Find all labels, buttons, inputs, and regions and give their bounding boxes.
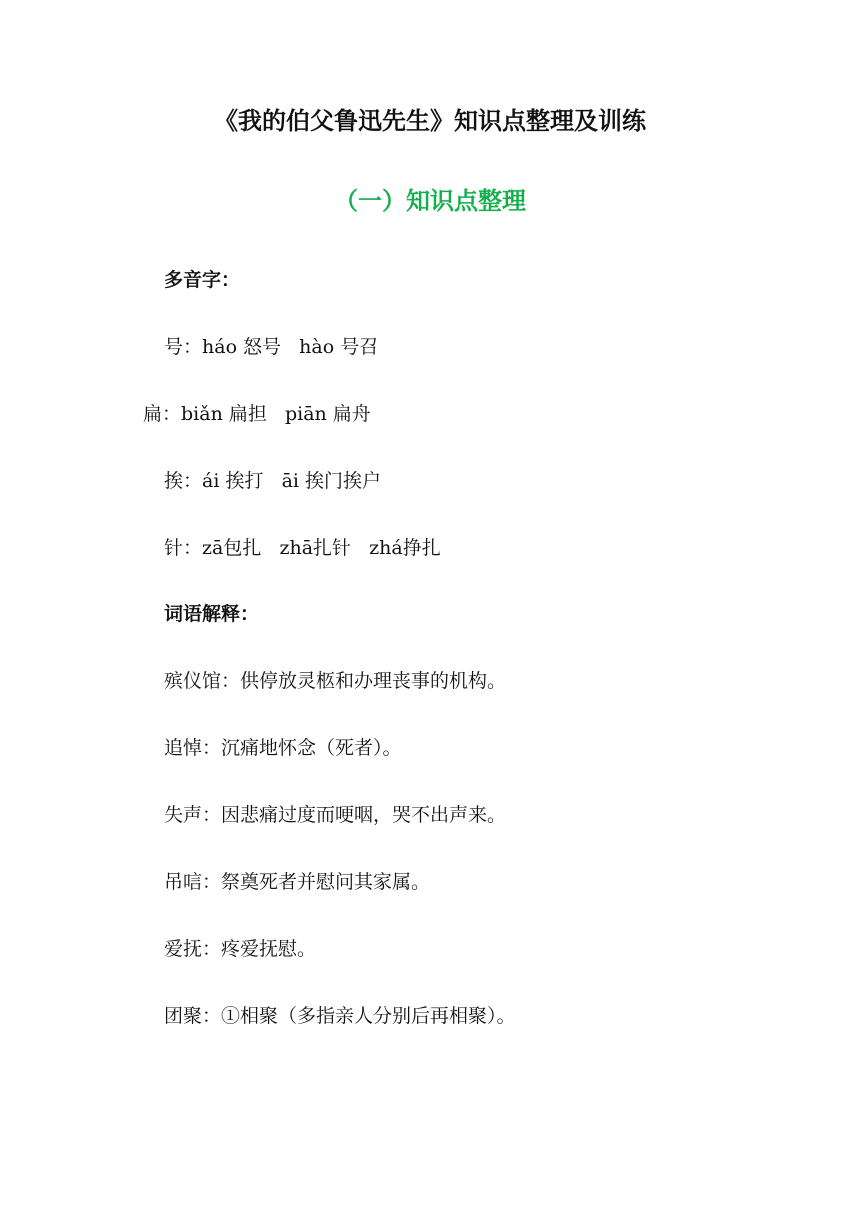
heading-word-explanations: 词语解释：: [164, 603, 260, 625]
document-title: 《我的伯父鲁迅先生》知识点整理及训练: [214, 106, 646, 135]
definition-zhuidao: 追悼：沉痛地怀念（死者）。: [164, 737, 402, 759]
polyphonic-entry-ai: 挨：ái 挨打 āi 挨门挨户: [164, 470, 382, 492]
section-heading: （一）知识点整理: [334, 186, 526, 215]
definition-aifu: 爱抚：疼爱抚慰。: [164, 938, 317, 960]
definition-diaoyan: 吊唁：祭奠死者并慰问其家属。: [164, 871, 431, 893]
heading-polyphonic-characters: 多音字：: [164, 269, 241, 291]
polyphonic-entry-zha: 针：zā包扎 zhā扎针 zhá挣扎: [164, 537, 441, 559]
definition-binyiguan: 殡仪馆：供停放灵柩和办理丧事的机构。: [164, 670, 507, 692]
polyphonic-entry-hao: 号：háo 怒号 hào 号召: [164, 336, 379, 358]
definition-shisheng: 失声：因悲痛过度而哽咽，哭不出声来。: [164, 804, 507, 826]
polyphonic-entry-bian: 扁：biǎn 扁担 piān 扁舟: [143, 403, 371, 425]
definition-tuanju: 团聚：①相聚（多指亲人分别后再相聚）。: [164, 1005, 516, 1027]
